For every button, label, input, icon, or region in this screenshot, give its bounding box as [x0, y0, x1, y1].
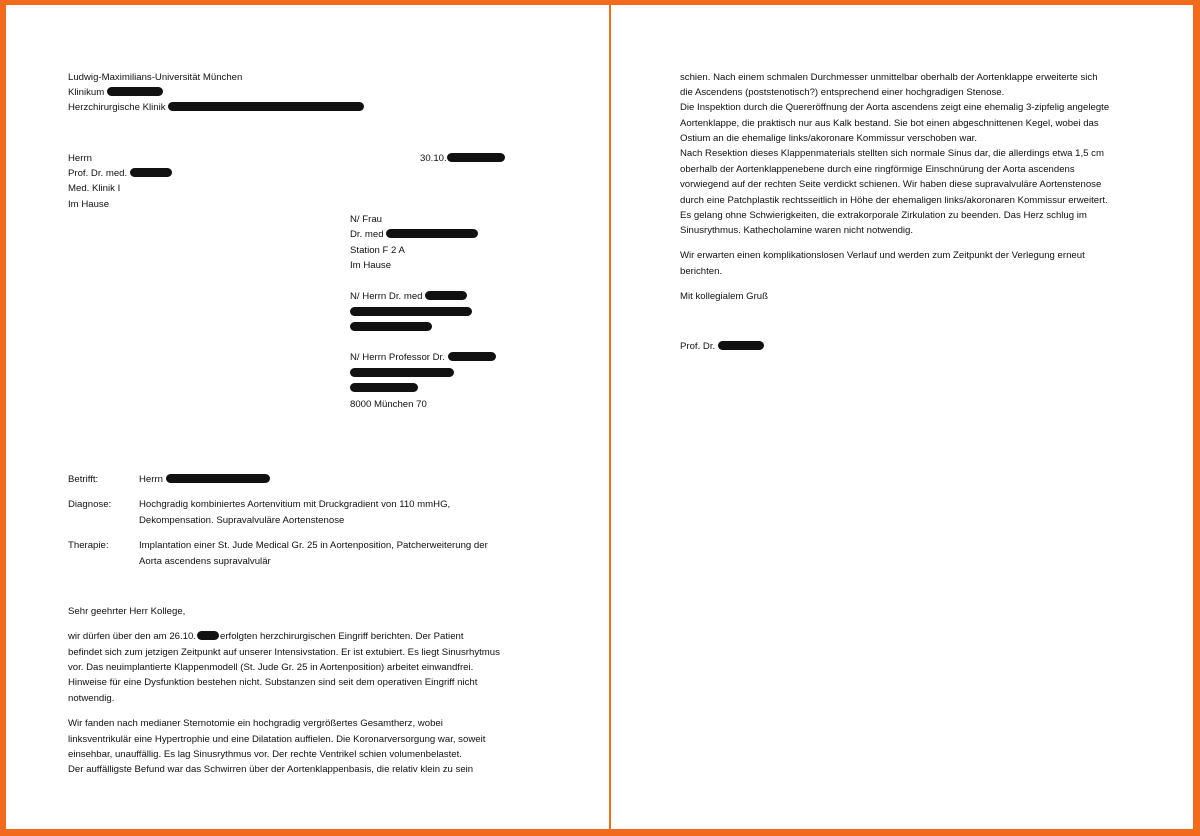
- body-p2-line: linksventrikulär eine Hypertrophie und eine Dilatation auffielen. Die Koronarversorgung war, soweit: [68, 734, 486, 745]
- betrifft-value: [139, 472, 270, 487]
- redaction-bar: [718, 341, 764, 350]
- sender-department: [68, 100, 364, 115]
- redaction-bar: [107, 87, 163, 96]
- body-p2-line: Wir fanden nach medianer Sternotomie ein hochgradig vergrößertes Gesamtherz, wobei: [68, 718, 443, 729]
- body-right-line: schien. Nach einem schmalen Durchmesser unmittelbar oberhalb der Aortenklappe erweiterte sich: [680, 72, 1098, 83]
- body-right-line: oberhalb der Aortenklappenebene durch eine ringförmige Einschnürung der Aorta ascendens: [680, 164, 1075, 175]
- redaction-bar: [447, 153, 505, 162]
- body-right-line: die Ascendens (poststenotisch?) entsprechend einer hochgradigen Stenose.: [680, 87, 1005, 98]
- redaction-bar: [197, 631, 219, 640]
- redaction-bar: [130, 168, 172, 177]
- cc1-line3: Station F 2 A: [350, 245, 405, 256]
- recipient-name: [68, 166, 172, 181]
- cc2-line1: [350, 289, 467, 304]
- therapie-line1: Implantation einer St. Jude Medical Gr. 25 in Aortenposition, Patcherweiterung der: [139, 540, 488, 551]
- cc3-city: 8000 München 70: [350, 399, 427, 410]
- redaction-bar: [350, 307, 472, 316]
- body-right-line: Aortenklappe, die praktisch nur aus Kalk bestand. Sie bot einen abgeschnittenen Kegel, wobei das: [680, 118, 1099, 129]
- greeting: Sehr geehrter Herr Kollege,: [68, 606, 186, 617]
- body-right-p2-line: berichten.: [680, 266, 723, 277]
- cc2-line1-label: N/ Herrn Dr. med: [350, 291, 423, 302]
- recipient-location: Im Hause: [68, 199, 110, 210]
- body-right-line: durch eine Patchplastik rechtsseitlich in Höhe der ehemaligen links/akoronaren Kommissur erweitert.: [680, 195, 1108, 206]
- body-p1-line: Hinweise für eine Dysfunktion bestehen nicht. Substanzen sind seit dem operativen Eingriff nicht: [68, 677, 478, 688]
- therapie-label: Therapie:: [68, 540, 109, 551]
- cc1-line4: Im Hause: [350, 260, 392, 271]
- recipient-department: Med. Klinik I: [68, 183, 121, 194]
- body-p2-line: Der auffälligste Befund war das Schwirren über der Aortenklappenbasis, die relativ klein zu sein: [68, 764, 474, 775]
- redaction-bar: [350, 368, 454, 377]
- body-right-line: Nach Resektion dieses Klappenmaterials stellten sich normale Sinus dar, die allerdings etwa 1,5 cm: [680, 148, 1104, 159]
- diagnose-line1: Hochgradig kombiniertes Aortenvitium mit Druckgradient von 110 mmHG,: [139, 499, 451, 510]
- sender-clinic-label: Klinikum: [68, 87, 105, 98]
- cc1-line2: [350, 227, 478, 242]
- cc3-line1: [350, 350, 496, 365]
- body-right-p2-line: Wir erwarten einen komplikationslosen Verlauf und werden zum Zeitpunkt der Verlegung erneut: [680, 250, 1085, 261]
- sender-department-label: Herzchirurgische Klinik: [68, 102, 166, 113]
- body-p1-line1-start: wir dürfen über den am 26.10.: [68, 631, 196, 642]
- betrifft-value-label: Herrn: [139, 474, 163, 485]
- body-right-line: vorwiegend auf der rechten Seite verdickt schienen. Wir haben diese supravalvuläre Aortenstenose: [680, 179, 1102, 190]
- body-p1-line: notwendig.: [68, 693, 115, 704]
- body-p2-line: einsehbar, unauffällig. Es lag Sinusrythmus vor. Der rechte Ventrikel schien volumenbelastet.: [68, 749, 462, 760]
- body-p1-line: vor. Das neuimplantierte Klappenmodell (St. Jude Gr. 25 in Aortenposition) arbeitet einwandfrei.: [68, 662, 474, 673]
- body-right-line: Die Inspektion durch die Quereröffnung der Aorta ascendens zeigt eine ehemalig 3-zipfelig angelegte: [680, 102, 1110, 113]
- body-p1-line: befindet sich zum jetzigen Zeitpunkt auf unserer Intensivstation. Er ist extubiert. Es liegt Sinusrhytmus: [68, 647, 500, 658]
- body-p1-line1: [68, 629, 464, 644]
- redaction-bar: [168, 102, 364, 111]
- redaction-bar: [350, 383, 418, 392]
- signature-label: Prof. Dr.: [680, 341, 716, 352]
- signature: [680, 339, 764, 354]
- diagnose-label: Diagnose:: [68, 499, 112, 510]
- closing: Mit kollegialem Gruß: [680, 291, 768, 302]
- cc3-line1-label: N/ Herrn Professor Dr.: [350, 352, 445, 363]
- redaction-bar: [166, 474, 270, 483]
- body-right-line: Es gelang ohne Schwierigkeiten, die extrakorporale Zirkulation zu beenden. Das Herz schlug im: [680, 210, 1087, 221]
- therapie-line2: Aorta ascendens supravalvulär: [139, 556, 271, 567]
- letter-page-right: [611, 5, 1193, 829]
- cc1-line1: N/ Frau: [350, 214, 382, 225]
- body-p1-line1-end: erfolgten herzchirurgischen Eingriff berichten. Der Patient: [220, 631, 464, 642]
- cc1-line2-label: Dr. med: [350, 229, 384, 240]
- recipient-salutation: Herrn: [68, 153, 92, 164]
- diagnose-line2: Dekompensation. Supravalvuläre Aortenstenose: [139, 515, 345, 526]
- body-right-line: Ostium an die ehemalige links/akoronare Kommissur verschoben war.: [680, 133, 978, 144]
- betrifft-label: Betrifft:: [68, 474, 99, 485]
- sender-university: Ludwig-Maximilians-Universität München: [68, 72, 243, 83]
- recipient-name-label: Prof. Dr. med.: [68, 168, 128, 179]
- redaction-bar: [425, 291, 467, 300]
- body-right-line: Sinusrythmus. Kathecholamine waren nicht notwendig.: [680, 225, 914, 236]
- letter-date-label: 30.10.: [420, 153, 447, 164]
- redaction-bar: [350, 322, 432, 331]
- letter-page-left: [6, 5, 609, 829]
- redaction-bar: [448, 352, 496, 361]
- letter-date: [420, 151, 505, 166]
- sender-clinic: [68, 85, 163, 100]
- redaction-bar: [386, 229, 478, 238]
